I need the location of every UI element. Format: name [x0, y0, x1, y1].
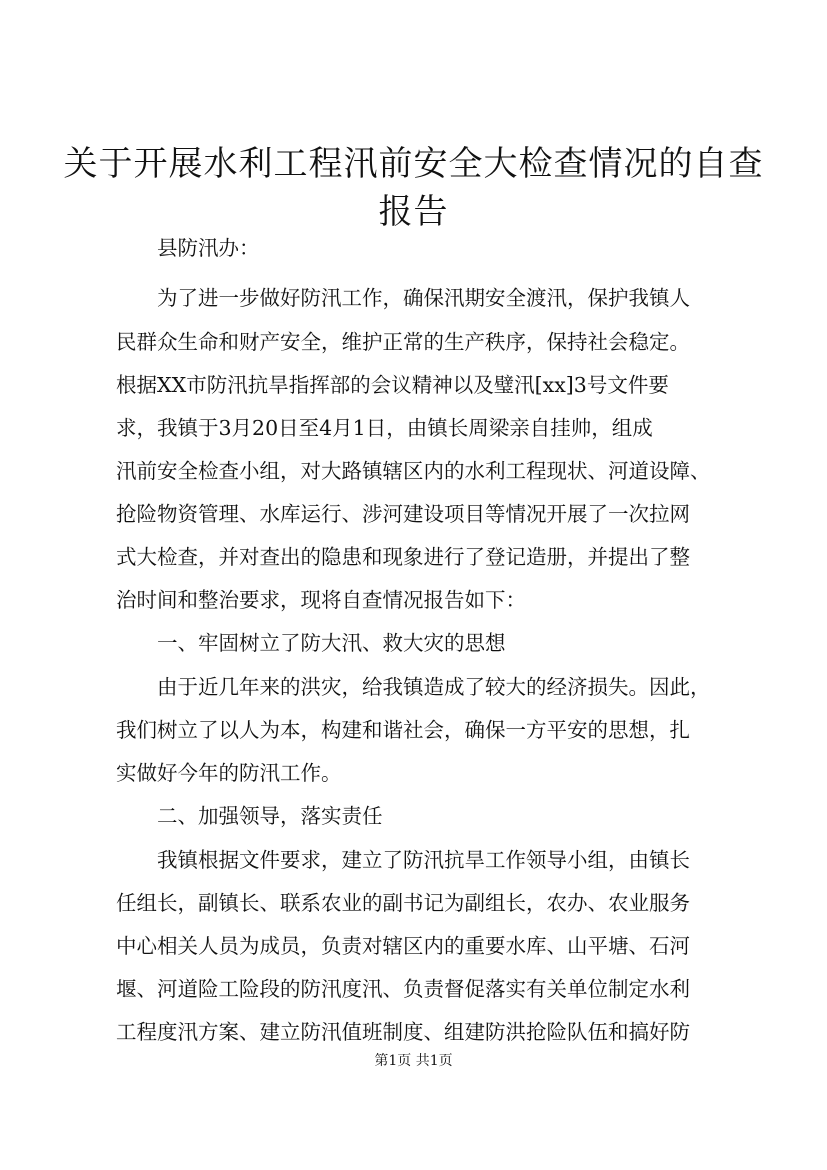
document-title — [0, 140, 827, 236]
body-line: 式大检查，并对查出的隐患和现象进行了登记造册，并提出了整 — [116, 545, 690, 569]
body-line: 中心相关人员为成员，负责对辖区内的重要水库、山平塘、石河 — [116, 934, 690, 958]
body-line: 我们树立了以人为本，构建和谐社会，确保一方平安的思想，扎 — [116, 718, 690, 742]
body-line: 求，我镇于3月20日至4月1日，由镇长周梁亲自挂帅，组成 — [116, 416, 653, 440]
section-heading: 一、牢固树立了防大汛、救大灾的思想 — [157, 631, 506, 655]
section-heading: 二、加强领导，落实责任 — [157, 804, 383, 828]
body-line: 工程度汛方案、建立防汛值班制度、组建防洪抢险队伍和搞好防 — [116, 1020, 690, 1044]
body-line: 堰、河道险工险段的防汛度汛、负责督促落实有关单位制定水利 — [116, 977, 690, 1001]
body-line: 治时间和整治要求，现将自查情况报告如下： — [116, 588, 526, 612]
body-line: 汛前安全检查小组，对大路镇辖区内的水利工程现状、河道设障、 — [116, 459, 711, 483]
page-footer: 第1页 共1页 — [374, 1053, 453, 1069]
title-line-2: 报告 — [378, 192, 449, 232]
body-line: 由于近几年来的洪灾，给我镇造成了较大的经济损失。因此， — [157, 675, 711, 699]
title-line-1: 关于开展水利工程汛前安全大检查情况的自查 — [63, 144, 764, 184]
body-line: 任组长，副镇长、联系农业的副书记为副组长，农办、农业服务 — [116, 891, 690, 915]
body-line: 实做好今年的防汛工作。 — [116, 761, 342, 785]
salutation: 县防汛办： — [157, 236, 260, 260]
body-line: 为了进一步做好防汛工作，确保汛期安全渡汛，保护我镇人 — [157, 286, 690, 310]
body-line: 民群众生命和财产安全，维护正常的生产秩序，保持社会稳定。 — [116, 330, 690, 354]
body-line: 抢险物资管理、水库运行、涉河建设项目等情况开展了一次拉网 — [116, 502, 690, 526]
body-line: 根据XX市防汛抗旱指挥部的会议精神以及璧汛[xx]3号文件要 — [116, 373, 669, 397]
body-line: 我镇根据文件要求，建立了防汛抗旱工作领导小组，由镇长 — [157, 848, 690, 872]
